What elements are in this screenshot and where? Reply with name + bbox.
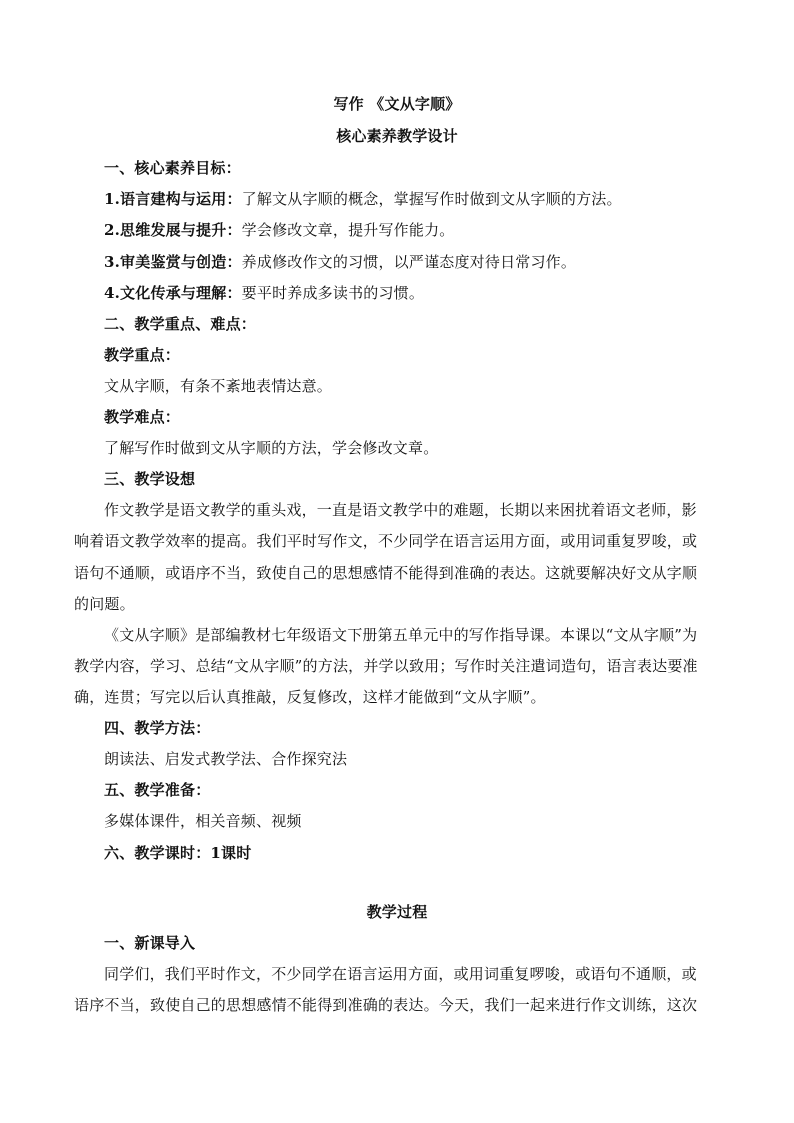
goal-item-4 (104, 283, 424, 303)
goal-text: 养成修改作文的习惯，以严谨态度对待日常习作。 (241, 253, 577, 271)
paragraph-line: 教学内容，学习、总结“文从字顺”的方法，并学以致用；写作时关注遣词造句，语言表达要准 (74, 657, 698, 675)
goal-item-1 (104, 189, 622, 209)
difficulty-label: 教学难点： (104, 408, 181, 426)
document-subtitle: 核心素养教学设计 (336, 127, 458, 145)
section-heading-focus: 二、教学重点、难点： (104, 315, 257, 333)
key-point-label: 教学重点： (104, 346, 181, 364)
paragraph-line: 同学们，我们平时作文，不少同学在语言运用方面，或用词重复啰唆，或语句不通顺，或 (104, 965, 697, 983)
goal-item-2 (104, 220, 454, 240)
section-heading-goals: 一、核心素养目标： (104, 159, 241, 177)
section-heading-preparation: 五、教学准备： (104, 781, 211, 799)
paragraph-line: 确，连贯；写完以后认真推敲，反复修改，这样才能做到“文从字顺”。 (74, 688, 546, 706)
section-heading-concept: 三、教学设想 (104, 470, 196, 488)
preparation-text: 多媒体课件，相关音频、视频 (104, 812, 302, 830)
process-title: 教学过程 (366, 903, 428, 921)
goal-label: 2.思维发展与提升： (104, 221, 242, 239)
difficulty-text: 了解写作时做到文从字顺的方法，学会修改文章。 (104, 439, 439, 457)
paragraph-line: 的问题。 (74, 595, 135, 613)
paragraph-line: 响着语文教学效率的提高。我们平时写作文，不少同学在语言运用方面，或用词重复罗唆，或 (74, 532, 698, 550)
goal-item-3 (104, 252, 576, 272)
key-point-text: 文从字顺，有条不紊地表情达意。 (104, 377, 333, 395)
section-heading-methods: 四、教学方法： (104, 719, 211, 737)
section-heading-intro: 一、新课导入 (104, 934, 196, 952)
goal-text: 学会修改文章，提升写作能力。 (241, 221, 455, 239)
document-title: 写作 《文从字顺》 (333, 95, 461, 113)
paragraph-line: 作文教学是语文教学的重头戏，一直是语文教学中的难题，长期以来困扰着语文老师，影 (104, 501, 697, 519)
methods-text: 朗读法、启发式教学法、合作探究法 (104, 750, 348, 768)
paragraph-line: 语句不通顺，或语序不当，致使自己的思想感情不能得到准确的表达。这就要解决好文从字顺 (74, 564, 698, 582)
goal-text: 了解文从字顺的概念，掌握写作时做到文从字顺的方法。 (241, 190, 622, 208)
goal-label: 4.文化传承与理解： (104, 284, 242, 302)
goal-label: 3.审美鉴赏与创造： (104, 253, 242, 271)
paragraph-line: 《文从字顺》是部编教材七年级语文下册第五单元中的写作指导课。本课以“文从字顺”为 (104, 626, 698, 644)
section-heading-hours: 六、教学课时：1课时 (104, 844, 252, 862)
paragraph-line: 语序不当，致使自己的思想感情不能得到准确的表达。今天，我们一起来进行作文训练，这次 (74, 996, 698, 1014)
goal-label: 1.语言建构与运用： (104, 190, 242, 208)
goal-text: 要平时养成多读书的习惯。 (241, 284, 425, 302)
